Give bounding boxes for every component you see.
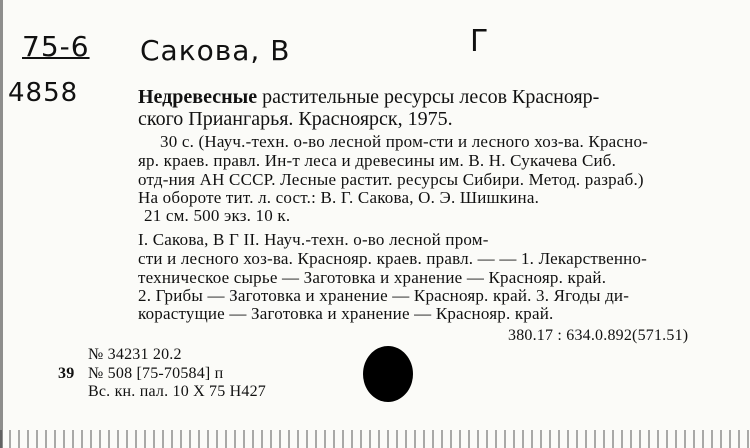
corner-mark: Г <box>470 24 490 59</box>
handwritten-author: Сакова, В <box>140 34 291 67</box>
title-bold-word: Недревесные <box>138 86 258 108</box>
footer-line-3: Вс. кн. пал. 10 Х 75 Н427 <box>88 383 267 400</box>
tracing-line-5: корастущие — Заготовка и хранение — Краснояр. край. <box>138 304 554 323</box>
footer-prefix: 39 <box>58 365 75 382</box>
tracing-line-2: сти и лесного хоз-ва. Краснояр. краев. правл. — — 1. Лекарственно- <box>138 249 647 268</box>
title-line-2: ского Приангарья. Красноярск, 1975. <box>138 108 453 130</box>
collation-line-3: отд-ния АН СССР. Лесные растит. ресурсы Сибири. Метод. разраб.) <box>138 170 644 189</box>
tracing-line-1: I. Сакова, В Г II. Науч.-техн. о-во лесной пром- <box>138 230 489 249</box>
call-number-bottom: 4858 <box>8 78 79 108</box>
collation-line-1: 30 с. (Науч.-техн. о-во лесной пром-сти и лесного хоз-ва. Красно- <box>160 132 649 151</box>
tracing-line-3: техническое сырье — Заготовка и хранение — Краснояр. край. <box>138 268 607 287</box>
footer-line-2: № 508 [75-70584] п <box>88 365 224 382</box>
punch-hole <box>363 346 413 402</box>
title-line-1 <box>138 88 599 107</box>
udc-code: 380.17 : 634.0.892(571.51) <box>508 327 689 344</box>
card-left-edge <box>0 0 3 448</box>
collation-line-2: яр. краев. правл. Ин-т леса и древесины им. В. Н. Сукачева Сиб. <box>138 151 617 170</box>
bottom-edge-noise <box>0 430 750 448</box>
footer-line-1: № 34231 20.2 <box>88 346 182 363</box>
note-line: На обороте тит. л. сост.: В. Г. Сакова, О. Э. Шишкина. <box>138 188 540 207</box>
tracing-line-4: 2. Грибы — Заготовка и хранение — Краснояр. край. 3. Ягоды ди- <box>138 286 630 305</box>
title-rest: растительные ресурсы лесов Краснояр- <box>262 86 600 108</box>
format-line: 21 см. 500 экз. 10 к. <box>144 206 291 225</box>
call-number-top: 75-6 <box>22 30 90 63</box>
